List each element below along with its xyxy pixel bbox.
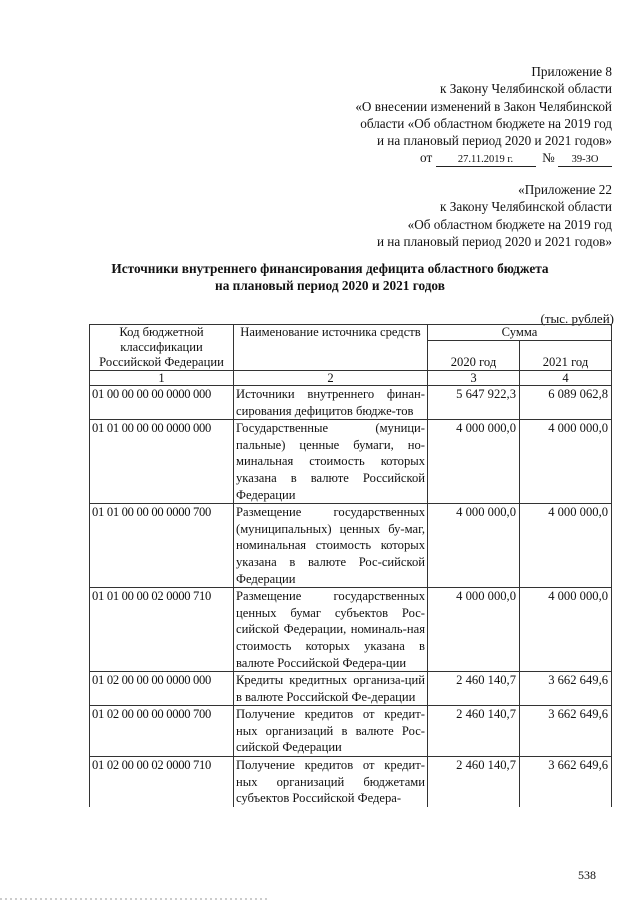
header-code: Код бюджетной классификации Российской Федерации <box>90 325 234 371</box>
amount-2021: 4 000 000,0 <box>520 588 612 672</box>
table-row <box>90 588 612 672</box>
col-index: 1 <box>90 371 234 386</box>
document-title <box>60 260 600 294</box>
source-name: Источники внутреннего финан-сирования дефицитов бюдже-тов <box>234 386 428 420</box>
table-row <box>90 672 612 706</box>
header-line: Приложение 8 <box>531 64 612 79</box>
source-name: Получение кредитов от кредит-ных организаций в валюте Рос-сийской Федерации <box>234 706 428 757</box>
source-name: Размещение государственных (муниципальных) ценных бу-маг, номинальная стоимость которых указана в валюте Рос-сийской Федерации <box>234 504 428 588</box>
title-line: на плановый период 2020 и 2021 годов <box>215 278 445 293</box>
page-edge-line <box>0 896 640 902</box>
page-number: 538 <box>578 868 596 882</box>
title-line: Источники внутреннего финансирования дефицита областного бюджета <box>111 261 549 276</box>
amount-2021: 3 662 649,6 <box>520 706 612 757</box>
amount-2021: 3 662 649,6 <box>520 672 612 706</box>
budget-code: 01 01 00 00 00 0000 000 <box>90 420 234 504</box>
number-sign: № <box>542 150 555 166</box>
amount-2020: 4 000 000,0 <box>428 588 520 672</box>
amount-2021: 4 000 000,0 <box>520 504 612 588</box>
amount-2020: 5 647 922,3 <box>428 386 520 420</box>
amount-2020: 2 460 140,7 <box>428 706 520 757</box>
amount-2020: 2 460 140,7 <box>428 757 520 807</box>
header-line: области «Об областном бюджете на 2019 год <box>360 115 612 131</box>
appendix-22-header <box>377 181 612 250</box>
financing-sources-table <box>89 324 612 807</box>
budget-code: 01 00 00 00 00 0000 000 <box>90 386 234 420</box>
amount-2020: 2 460 140,7 <box>428 672 520 706</box>
header-line: и на плановый период 2020 и 2021 годов» <box>376 133 612 149</box>
col-index: 2 <box>234 371 428 386</box>
law-number: 39-ЗО <box>558 153 612 167</box>
units-label: (тыс. рублей) <box>540 311 614 326</box>
source-name: Государственные (муници-пальные) ценные бумаги, но-минальная стоимость которых указана в валюте Российской Федерации <box>234 420 428 504</box>
source-name: Получение кредитов от кредит-ных организаций бюджетами субъектов Российской Федера- <box>234 757 428 807</box>
header-line: к Закону Челябинской области <box>440 81 612 97</box>
col-index: 4 <box>520 371 612 386</box>
budget-code: 01 02 00 00 02 0000 710 <box>90 757 234 807</box>
budget-code: 01 02 00 00 00 0000 000 <box>90 672 234 706</box>
amount-2021: 4 000 000,0 <box>520 420 612 504</box>
header-line: «О внесении изменений в Закон Челябинской <box>355 98 612 114</box>
header-name: Наименование источника средств <box>234 325 428 371</box>
table-row <box>90 386 612 420</box>
law-date-number-line <box>355 149 612 167</box>
law-date: 27.11.2019 г. <box>436 153 536 167</box>
budget-code: 01 01 00 00 02 0000 710 <box>90 588 234 672</box>
header-2020: 2020 год <box>428 341 520 371</box>
date-prefix: от <box>420 150 433 166</box>
budget-code: 01 02 00 00 00 0000 700 <box>90 706 234 757</box>
header-line: и на плановый период 2020 и 2021 годов» <box>376 233 612 249</box>
table-row <box>90 706 612 757</box>
header-line: к Закону Челябинской области <box>440 199 612 215</box>
header-2021: 2021 год <box>520 341 612 371</box>
amount-2021: 3 662 649,6 <box>520 757 612 807</box>
amount-2020: 4 000 000,0 <box>428 504 520 588</box>
table-row <box>90 504 612 588</box>
source-name: Размещение государственных ценных бумаг субъектов Рос-сийской Федерации, номиналь-ная стоимость которых указана в валюте Российской Федера-ции <box>234 588 428 672</box>
source-name: Кредиты кредитных организа-ций в валюте Российской Фе-дерации <box>234 672 428 706</box>
header-sum: Сумма <box>428 325 612 341</box>
header-line: «Приложение 22 <box>518 182 612 197</box>
header-line: «Об областном бюджете на 2019 год <box>407 216 612 232</box>
table-row <box>90 757 612 807</box>
amount-2021: 6 089 062,8 <box>520 386 612 420</box>
budget-code: 01 01 00 00 00 0000 700 <box>90 504 234 588</box>
appendix-8-header <box>355 63 612 167</box>
amount-2020: 4 000 000,0 <box>428 420 520 504</box>
table-row <box>90 420 612 504</box>
column-index-row <box>90 371 612 386</box>
col-index: 3 <box>428 371 520 386</box>
